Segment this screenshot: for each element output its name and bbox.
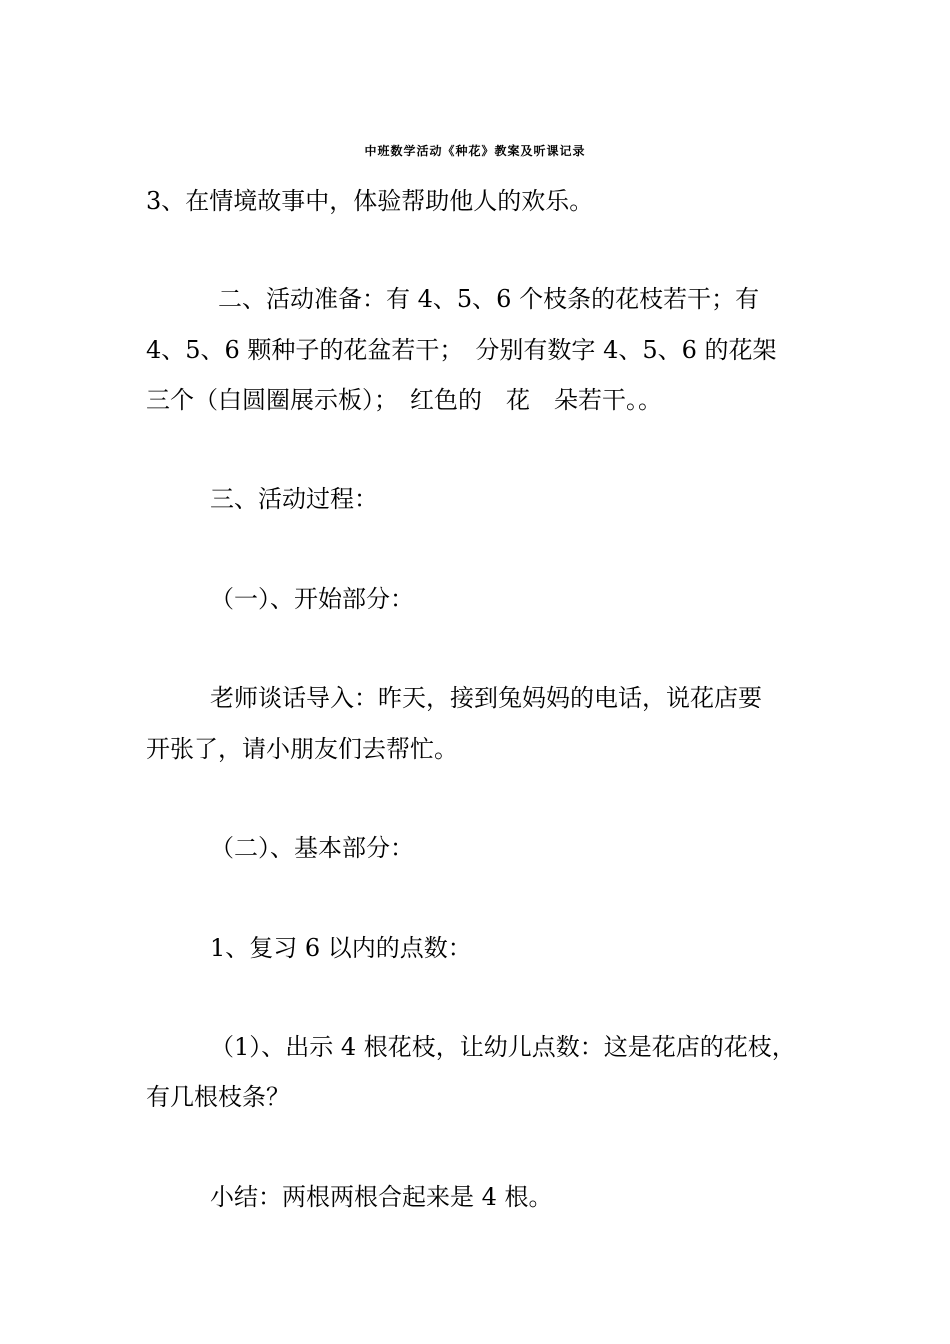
paragraph-line: 三个（白圆圈展示板）； 红色的 花 朵若干。。 <box>146 386 662 414</box>
section-heading: （二）、基本部分： <box>210 834 414 862</box>
paragraph-line: 小结：两根两根合起来是 4 根。 <box>210 1183 553 1211</box>
paragraph-line: 二、活动准备：有 4、5、6 个枝条的花枝若干；有 <box>218 285 760 313</box>
paragraph-line: 老师谈话导入：昨天，接到兔妈妈的电话，说花店要 <box>210 684 762 712</box>
paragraph-line: （1）、出示 4 根花枝，让幼儿点数：这是花店的花枝， <box>210 1033 796 1061</box>
list-item: 1、复习 6 以内的点数： <box>210 934 472 962</box>
paragraph-line: 有几根枝条？ <box>146 1083 290 1111</box>
paragraph-line: 4、5、6 颗种子的花盆若干； 分别有数字 4、5、6 的花架 <box>146 336 777 364</box>
paragraph-line: 3、在情境故事中，体验帮助他人的欢乐。 <box>146 187 594 215</box>
section-heading: 三、活动过程： <box>210 485 378 513</box>
paragraph-line: 开张了，请小朋友们去帮忙。 <box>146 735 458 763</box>
section-heading: （一）、开始部分： <box>210 585 414 613</box>
document-title: 中班数学活动《种花》教案及听课记录 <box>364 144 586 158</box>
